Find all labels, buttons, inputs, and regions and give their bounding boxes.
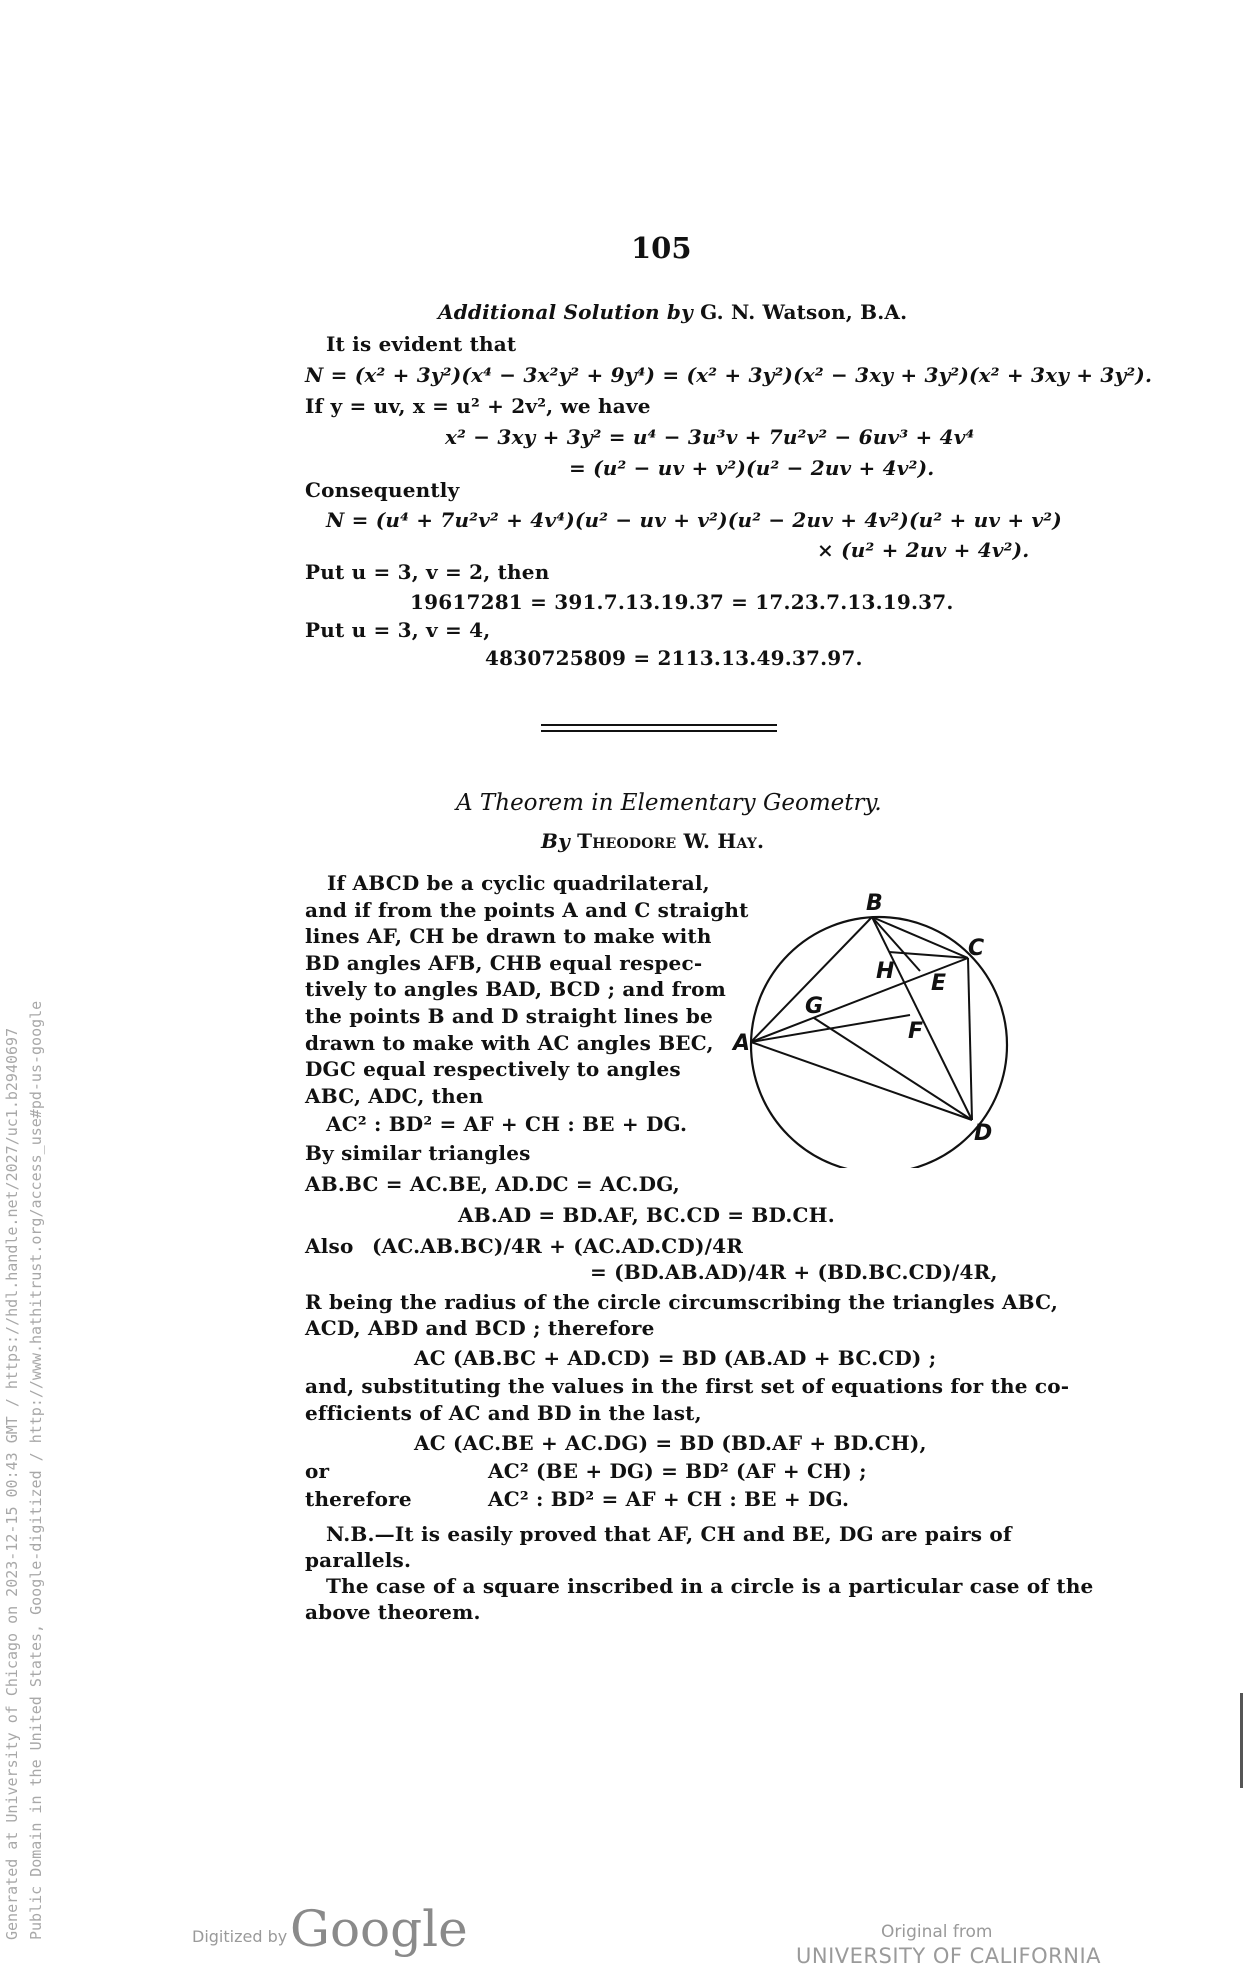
hay-para-line: ABC, ADC, then: [305, 1083, 484, 1108]
watson-put-1: Put u = 3, v = 2, then: [305, 560, 550, 584]
university-name: UNIVERSITY OF CALIFORNIA: [796, 1944, 1102, 1968]
hay-case-line-2: above theorem.: [305, 1600, 481, 1624]
watson-equation-1: x² − 3xy + 3y² = u⁴ − 3u³v + 7u²v² − 6uv³ + 4v⁴: [445, 425, 975, 449]
watson-heading: [438, 300, 907, 324]
hay-substituting-1: and, substituting the values in the first set of equations for the co-: [305, 1374, 1070, 1398]
label-e: E: [931, 971, 947, 996]
hay-also-equation: (AC.AB.BC)/4R + (AC.AD.CD)/4R: [372, 1234, 744, 1258]
hay-similar-1: AB.BC = AC.BE, AD.DC = AC.DG,: [305, 1172, 680, 1196]
side-note-line-1: Generated at University of Chicago on 2023-12-15 00:43 GMT / https://hdl.handle.net/2027/uc1.b2940697: [3, 1027, 21, 1940]
hay-title: A Theorem in Elementary Geometry.: [456, 790, 882, 816]
label-b: B: [866, 893, 883, 916]
hay-equation-or: AC² (BE + DG) = BD² (AF + CH) ;: [488, 1459, 867, 1483]
hay-r-line-2: ACD, ABD and BCD ; therefore: [305, 1316, 655, 1340]
hathitrust-side-note: [0, 1001, 48, 1940]
section-divider-top: [541, 724, 777, 726]
cyclic-quadrilateral-figure: [725, 893, 1015, 1168]
watson-result-1: 19617281 = 391.7.13.19.37 = 17.23.7.13.19.37.: [410, 590, 954, 614]
watson-evident: It is evident that: [326, 332, 517, 356]
google-logo: Google: [290, 1900, 468, 1958]
hay-therefore-word: therefore: [305, 1487, 412, 1511]
label-a: A: [733, 1031, 751, 1056]
hay-equation-ac-2: AC (AC.BE + AC.DG) = BD (BD.AF + BD.CH),: [414, 1431, 927, 1455]
hay-similar: By similar triangles: [305, 1141, 531, 1165]
watson-consequently: Consequently: [305, 478, 460, 502]
watson-heading-italic: Additional Solution by: [438, 300, 693, 324]
hay-or-word: or: [305, 1459, 330, 1483]
hay-paragraph: [305, 870, 749, 1109]
hay-also-equation-2: = (BD.AB.AD)/4R + (BD.BC.CD)/4R,: [590, 1260, 998, 1284]
hay-byline: [541, 829, 764, 853]
label-d: D: [974, 1121, 993, 1146]
label-f: F: [908, 1019, 924, 1044]
hay-para-line: lines AF, CH be drawn to make with: [305, 924, 712, 949]
hay-author: Theodore W. Hay.: [577, 829, 765, 853]
hay-also-word: Also: [305, 1234, 354, 1258]
scan-margin-mark: [1240, 1693, 1243, 1788]
watson-equation-2: = (u² − uv + v²)(u² − 2uv + 4v²).: [569, 456, 935, 480]
hay-para-line: BD angles AFB, CHB equal respec-: [305, 950, 703, 975]
page-number: 105: [631, 231, 692, 265]
hay-substituting-2: efficients of AC and BD in the last,: [305, 1401, 702, 1425]
hay-case-line-1: The case of a square inscribed in a circle is a particular case of the: [326, 1574, 1094, 1598]
hay-para-line: the points B and D straight lines be: [305, 1003, 713, 1028]
label-g: G: [805, 994, 824, 1019]
label-c: C: [968, 936, 985, 961]
hay-nb-line-1: N.B.—It is easily proved that AF, CH and BE, DG are pairs of: [326, 1522, 1012, 1546]
hay-r-line-1: R being the radius of the circle circumscribing the triangles ABC,: [305, 1290, 1059, 1314]
watson-n-equation: N = (x² + 3y²)(x⁴ − 3x²y² + 9y⁴) = (x² + 3y²)(x² − 3xy + 3y²)(x² + 3xy + 3y²).: [305, 363, 1153, 387]
watson-result-2: 4830725809 = 2113.13.49.37.97.: [485, 646, 863, 670]
hay-similar-2: AB.AD = BD.AF, BC.CD = BD.CH.: [458, 1203, 835, 1227]
line-cd: [968, 958, 972, 1120]
hay-para-line: DGC equal respectively to angles: [305, 1057, 681, 1082]
label-h: H: [876, 959, 895, 984]
watson-n2-line-b: × (u² + 2uv + 4v²).: [817, 538, 1030, 562]
watson-if-substitution: If y = uv, x = u² + 2v², we have: [305, 394, 651, 418]
side-note-line-2: Public Domain in the United States, Google-digitized / http://www.hathitrust.org/access_use#pd-us-google: [27, 1000, 45, 1940]
original-from-text: Original from: [881, 1922, 993, 1942]
watson-put-2: Put u = 3, v = 4,: [305, 618, 491, 642]
hay-para-line: tively to angles BAD, BCD ; and from: [305, 977, 727, 1002]
hay-thesis: AC² : BD² = AF + CH : BE + DG.: [326, 1112, 688, 1136]
line-dg: [814, 1018, 972, 1120]
hay-equation-ac: AC (AB.BC + AD.CD) = BD (AB.AD + BC.CD) ;: [414, 1346, 937, 1370]
hay-nb-line-2: parallels.: [305, 1548, 412, 1572]
hay-para-line: drawn to make with AC angles BEC,: [305, 1030, 714, 1055]
hay-by: By: [541, 829, 570, 853]
hay-equation-therefore: AC² : BD² = AF + CH : BE + DG.: [488, 1487, 850, 1511]
hay-para-line: If ABCD be a cyclic quadrilateral,: [327, 871, 710, 895]
digitized-by-text: Digitized by: [192, 1927, 288, 1946]
hay-para-line: and if from the points A and C straight: [305, 897, 749, 922]
watson-heading-author: G. N. Watson, B.A.: [700, 300, 908, 324]
watson-n2-line-a: N = (u⁴ + 7u²v² + 4v⁴)(u² − uv + v²)(u² − 2uv + 4v²)(u² + uv + v²): [326, 508, 1062, 532]
section-divider-bottom: [541, 730, 777, 732]
